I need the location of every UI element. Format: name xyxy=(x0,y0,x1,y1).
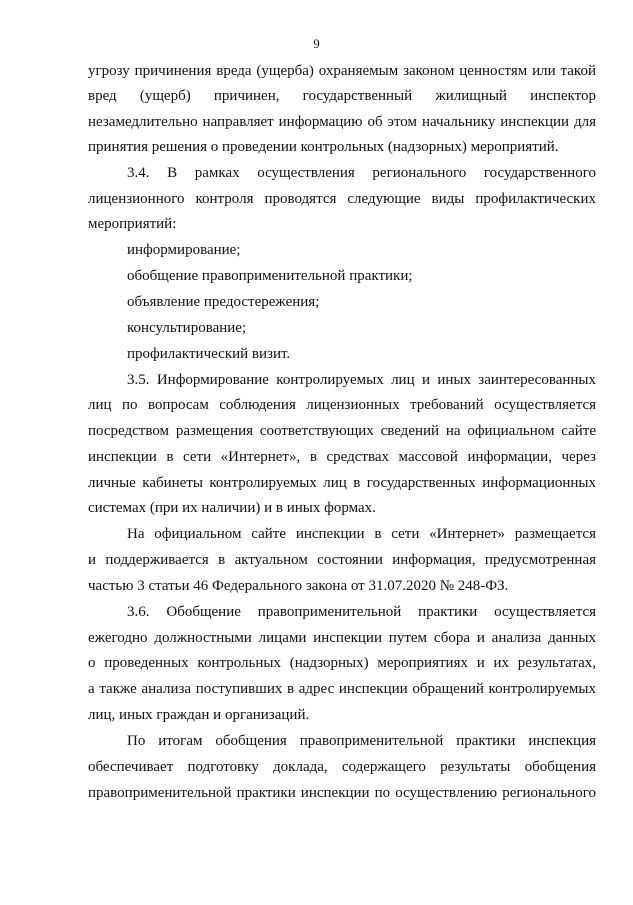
text-line: частью 3 статьи 46 Федерального закона от 31.07.2020 № 248-ФЗ. xyxy=(88,578,509,594)
text-line: личные кабинеты контролируемых лиц в государственных информационных xyxy=(88,475,596,491)
text-line: незамедлительно направляет информацию об этом начальнику инспекции для xyxy=(88,114,596,130)
text-line: По итогам обобщения правоприменительной практики инспекция xyxy=(127,733,596,749)
text-line: лиц, иных граждан и организаций. xyxy=(88,707,310,723)
list-item: информирование; xyxy=(127,242,241,258)
page-number: 9 xyxy=(313,36,320,51)
text-line: инспекции в сети «Интернет», в средствах массовой информации, через xyxy=(88,449,596,465)
text-line: 3.4. В рамках осуществления регионального государственного xyxy=(127,165,596,181)
text-line: мероприятий: xyxy=(88,216,177,232)
list-item: объявление предостережения; xyxy=(127,294,320,310)
text-line: ежегодно должностными лицами инспекции путем сбора и анализа данных xyxy=(88,630,596,646)
text-line: посредством размещения соответствующих сведений на официальном сайте xyxy=(88,423,596,439)
list-item: консультирование; xyxy=(127,320,247,336)
text-line: 3.6. Обобщение правоприменительной практики осуществляется xyxy=(127,604,596,620)
text-line: лицензионного контроля проводятся следующие виды профилактических xyxy=(88,191,596,207)
text-line: и поддерживается в актуальном состоянии информация, предусмотренная xyxy=(88,552,596,568)
list-item: профилактический визит. xyxy=(127,346,291,362)
text-line: обеспечивает подготовку доклада, содержащего результаты обобщения xyxy=(88,759,596,775)
text-line: о проведенных контрольных (надзорных) мероприятиях и их результатах, xyxy=(88,655,596,671)
text-line: На официальном сайте инспекции в сети «Интернет» размещается xyxy=(127,526,596,542)
text-line: правоприменительной практики инспекции по осуществлению регионального xyxy=(88,785,596,801)
text-line: а также анализа поступивших в адрес инспекции обращений контролируемых xyxy=(88,681,596,697)
text-line: принятия решения о проведении контрольных (надзорных) мероприятий. xyxy=(88,139,559,155)
text-line: системах (при их наличии) и в иных формах. xyxy=(88,500,376,516)
text-line: 3.5. Информирование контролируемых лиц и иных заинтересованных xyxy=(127,372,596,388)
list-item: обобщение правоприменительной практики; xyxy=(127,268,413,284)
text-line: вред (ущерб) причинен, государственный жилищный инспектор xyxy=(88,88,596,104)
text-line: лиц по вопросам соблюдения лицензионных требований осуществляется xyxy=(88,397,596,413)
text-line: угрозу причинения вреда (ущерба) охраняемым законом ценностям или такой xyxy=(88,63,596,79)
